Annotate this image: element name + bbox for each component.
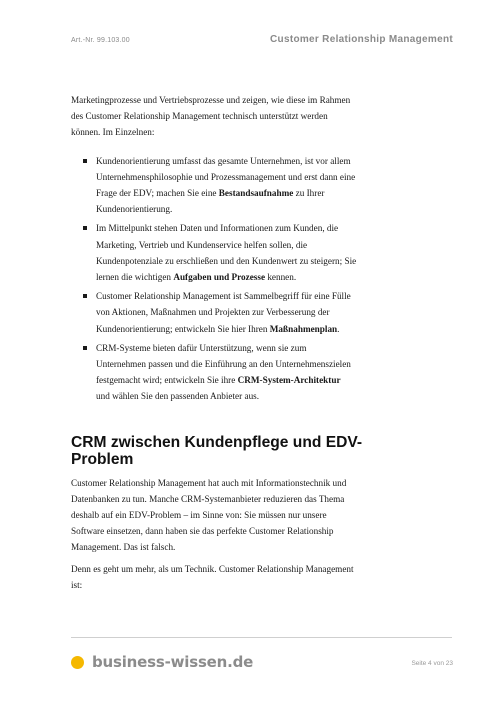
bullet-text: festgemacht wird; entwickeln Sie ihre <box>96 375 238 386</box>
bullet-line: Customer Relationship Management ist Sammelbegriff für eine Fülle <box>96 291 351 302</box>
paragraph-line: Datenbanken zu tun. Manche CRM-Systemanbieter reduzieren das Thema <box>71 493 345 504</box>
bullet-line: Unternehmen passen und die Einführung an den Unternehmenszielen <box>96 359 351 370</box>
bullet-text: kennen. <box>265 272 297 283</box>
bullet-emphasis: Bestandsaufnahme <box>218 188 294 199</box>
bullet-line: CRM-Systeme bieten dafür Unterstützung, wenn sie zum <box>96 342 307 353</box>
logo-dot-icon <box>71 656 84 669</box>
paragraph-line: Denn es geht um mehr, als um Technik. Customer Relationship Management <box>71 563 354 574</box>
bullet-line <box>96 269 371 285</box>
bullet-text: Kundenorientierung; entwickeln Sie hier Ihren <box>96 323 270 334</box>
intro-line: des Customer Relationship Management technisch unterstützt werden <box>71 111 328 122</box>
bullet-line: Marketing, Vertrieb und Kundenservice helfen sollen, die <box>96 239 308 250</box>
paragraph-line: Software einsetzen, dann haben sie das perfekte Customer Relationship <box>71 526 334 537</box>
bullet-icon <box>83 346 87 350</box>
bullet-list <box>71 153 371 405</box>
paragraph-line: Management. Das ist falsch. <box>71 542 176 553</box>
bullet-text: zu Ihrer <box>293 188 325 199</box>
bullet-emphasis: Maßnahmenplan <box>269 323 338 334</box>
bullet-line <box>96 372 371 388</box>
paragraph-line: Customer Relationship Management hat auch mit Informationstechnik und <box>71 477 347 488</box>
bullet-line: von Aktionen, Maßnahmen und Projekten zur Verbesserung der <box>96 307 330 318</box>
bullet-text: Frage der EDV; machen Sie eine <box>96 188 219 199</box>
section-heading-line: CRM zwischen Kundenpflege und EDV- <box>71 433 363 451</box>
bullet-item <box>71 220 371 285</box>
paragraph-line: deshalb auf ein EDV-Problem – im Sinne von: Sie müssen nur unsere <box>71 510 327 521</box>
page-content <box>71 92 371 598</box>
article-number: Art.-Nr. 99.103.00 <box>71 37 130 44</box>
bullet-line: Kundenorientierung umfasst das gesamte Unternehmen, ist vor allem <box>96 155 351 166</box>
document-title: Customer Relationship Management <box>270 34 453 45</box>
body-paragraph <box>71 561 371 593</box>
bullet-line: Im Mittelpunkt stehen Daten und Informationen zum Kunden, die <box>96 223 339 234</box>
bullet-line: Kundenorientierung. <box>96 204 173 215</box>
intro-line: Marketingprozesse und Vertriebsprozesse und zeigen, wie diese im Rahmen <box>71 95 351 105</box>
section-heading <box>71 434 371 468</box>
section-heading-line: Problem <box>71 450 134 468</box>
bullet-text: . <box>337 323 340 334</box>
footer-divider <box>71 637 452 638</box>
intro-line: können. Im Einzelnen: <box>71 127 155 138</box>
bullet-line <box>96 185 371 201</box>
logo-text: business-wissen.de <box>92 653 254 671</box>
bullet-line: Unternehmensphilosophie und Prozessmanagement und erst dann eine <box>96 171 356 182</box>
bullet-icon <box>83 294 87 298</box>
bullet-line: Kundenpotenziale zu erschließen und den Kundenwert zu steigern; Sie <box>96 255 357 266</box>
paragraph-line: ist: <box>71 579 83 590</box>
bullet-icon <box>83 159 87 163</box>
bullet-text: lernen die wichtigen <box>96 272 174 283</box>
bullet-line: und wählen Sie den passenden Anbieter aus. <box>96 391 260 402</box>
bullet-item <box>71 153 371 218</box>
bullet-emphasis: Aufgaben und Prozesse <box>173 272 266 283</box>
bullet-item <box>71 288 371 337</box>
body-paragraph <box>71 475 371 556</box>
bullet-emphasis: CRM-System-Architektur <box>237 375 341 386</box>
bullet-item <box>71 340 371 405</box>
intro-paragraph <box>71 92 371 141</box>
page-number: Seite 4 von 23 <box>411 660 453 667</box>
bullet-icon <box>83 226 87 230</box>
bullet-line <box>96 321 371 337</box>
brand-logo <box>71 652 253 672</box>
